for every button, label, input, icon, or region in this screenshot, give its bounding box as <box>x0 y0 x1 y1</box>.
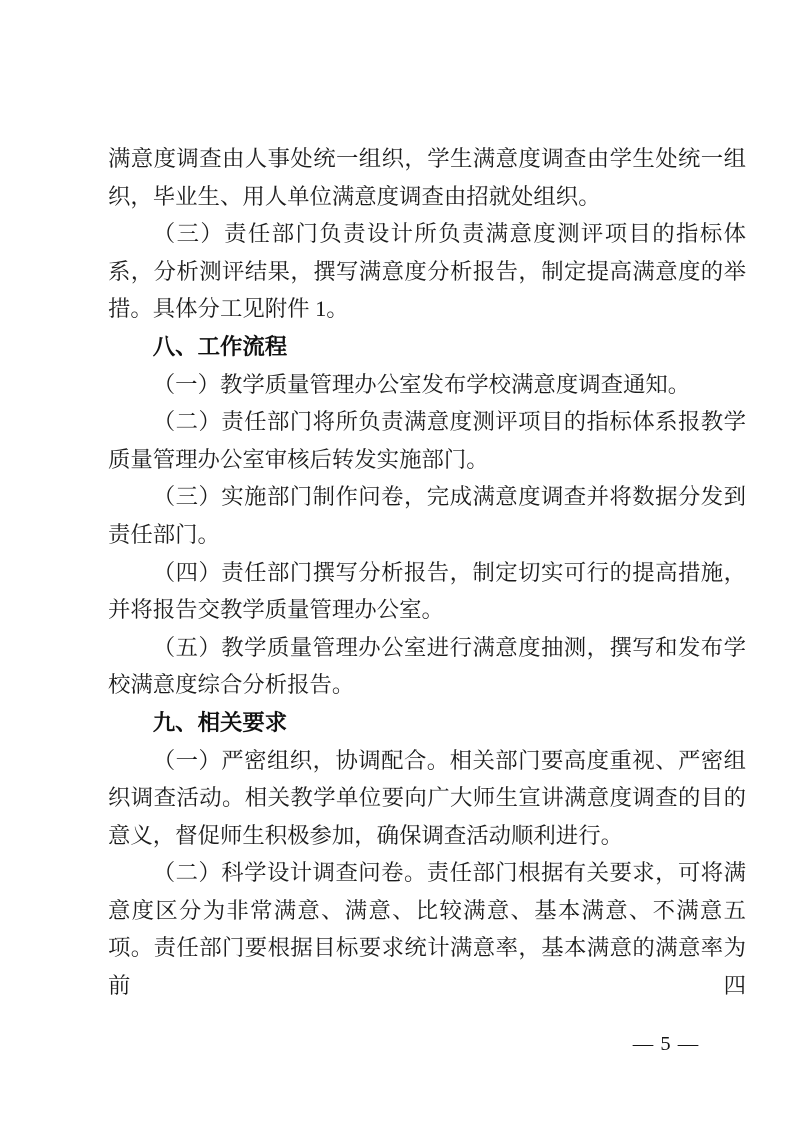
paragraph: （三）责任部门负责设计所负责满意度测评项目的指标体系，分析测评结果，撰写满意度分析报告，制定提高满意度的举措。具体分工见附件 1。 <box>108 221 746 322</box>
section-heading: 九、相关要求 <box>152 709 288 735</box>
document-body <box>108 140 746 1005</box>
page-number: — 5 — <box>632 1033 700 1055</box>
paragraph: （三）实施部门制作问卷，完成满意度调查并将数据分发到责任部门。 <box>108 484 746 547</box>
paragraph: （一）严密组织，协调配合。相关部门要高度重视、严密组织调查活动。相关教学单位要向广大师生宣讲满意度调查的目的意义，督促师生积极参加，确保调查活动顺利进行。 <box>108 747 746 848</box>
section-heading: 八、工作流程 <box>152 333 288 359</box>
paragraph: （四）责任部门撰写分析报告，制定切实可行的提高措施，并将报告交教学质量管理办公室。 <box>108 559 746 623</box>
paragraph: 满意度调查由人事处统一组织，学生满意度调查由学生处统一组织，毕业生、用人单位满意度调查由招就处组织。 <box>108 146 746 209</box>
paragraph: （二）责任部门将所负责满意度测评项目的指标体系报教学质量管理办公室审核后转发实施部门。 <box>108 409 746 472</box>
paragraph: （五）教学质量管理办公室进行满意度抽测，撰写和发布学校满意度综合分析报告。 <box>108 634 746 698</box>
paragraph: （一）教学质量管理办公室发布学校满意度调查通知。 <box>152 371 691 397</box>
paragraph: （二）科学设计调查问卷。责任部门根据有关要求，可将满意度区分为非常满意、满意、比较满意、基本满意、不满意五项。责任部门要根据目标要求统计满意率，基本满意的满意率为前四 <box>108 860 746 999</box>
